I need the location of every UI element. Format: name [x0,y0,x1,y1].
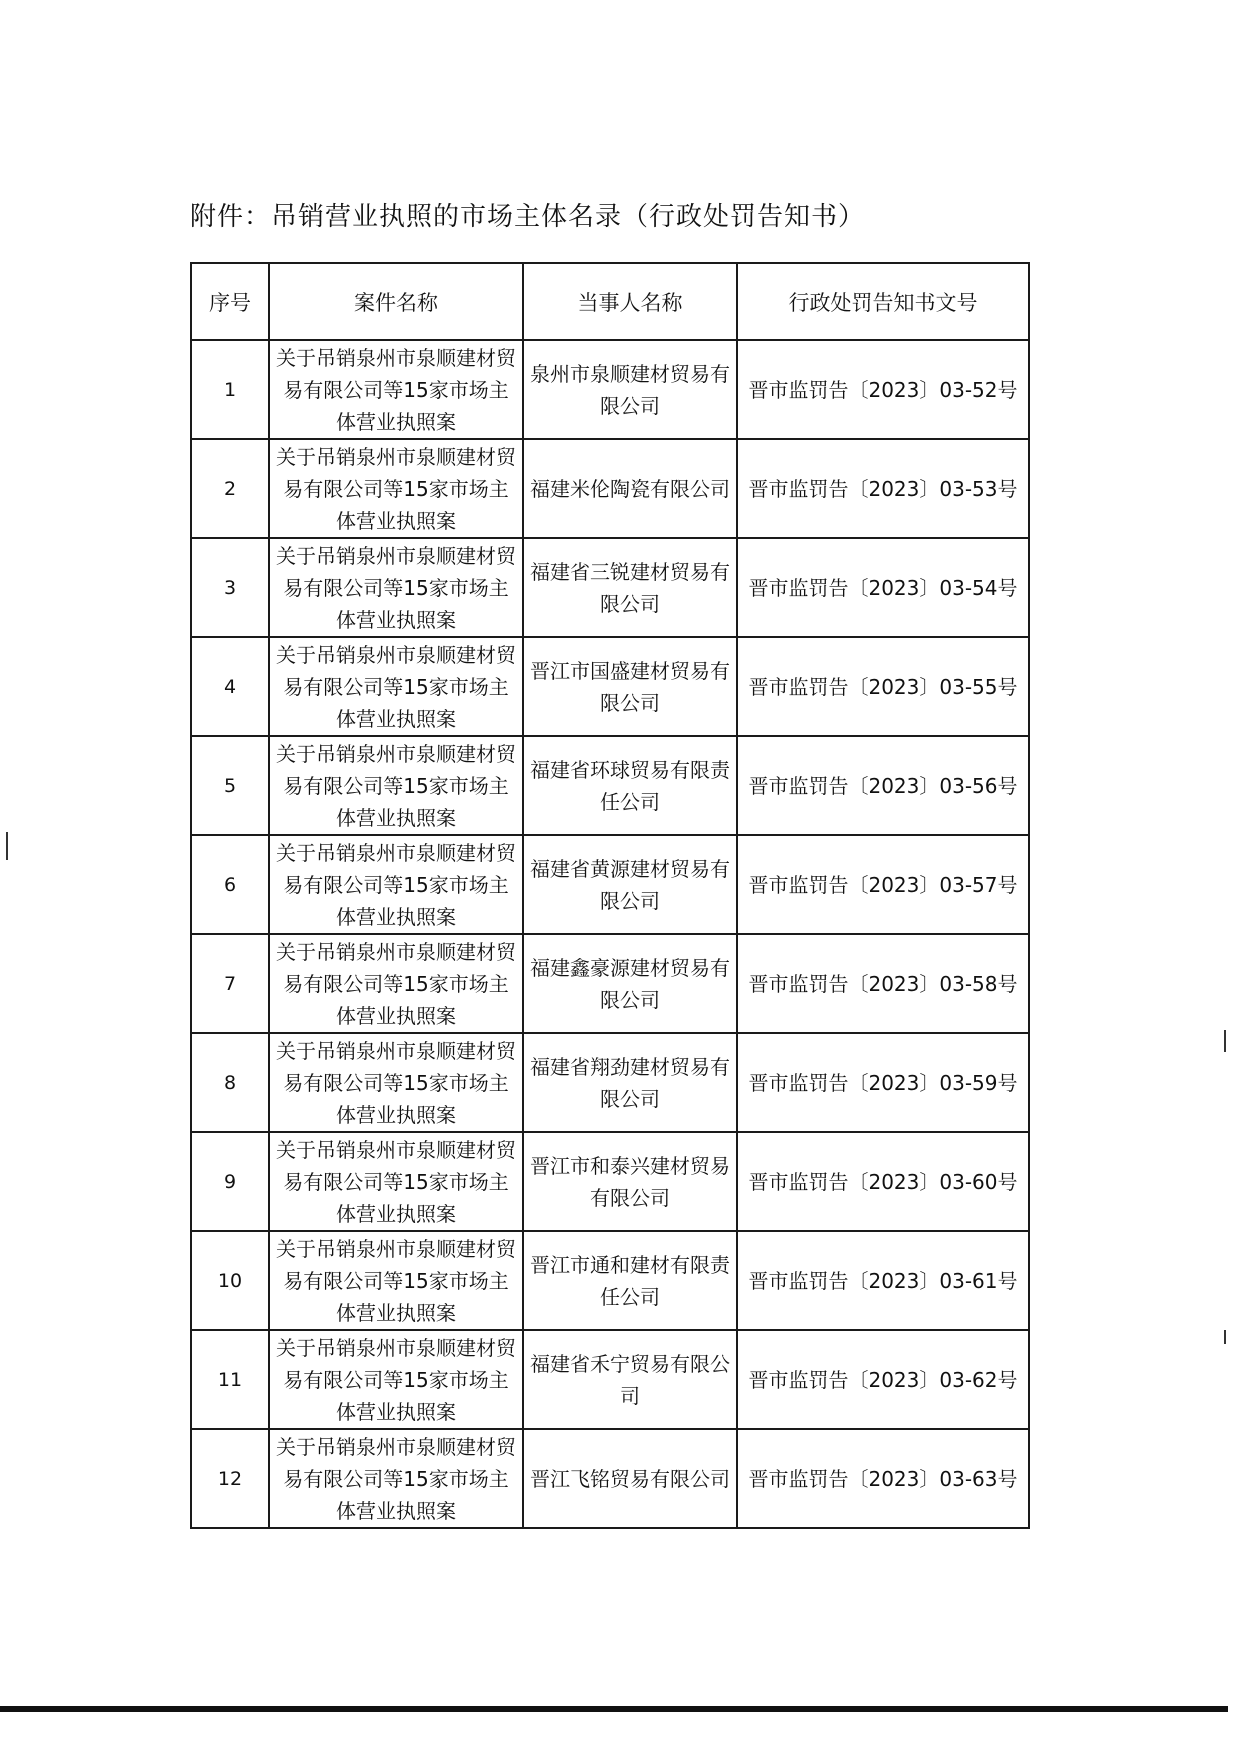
doc-number: 晋市监罚告〔2023〕03-61号 [737,1231,1029,1330]
header-no: 序号 [191,263,269,340]
party-name: 晋江市国盛建材贸易有限公司 [523,637,737,736]
row-number: 6 [191,835,269,934]
doc-number: 晋市监罚告〔2023〕03-57号 [737,835,1029,934]
row-number: 12 [191,1429,269,1528]
row-number: 7 [191,934,269,1033]
doc-number: 晋市监罚告〔2023〕03-56号 [737,736,1029,835]
party-name: 福建省三锐建材贸易有限公司 [523,538,737,637]
case-name: 关于吊销泉州市泉顺建材贸易有限公司等15家市场主体营业执照案 [269,538,523,637]
case-name: 关于吊销泉州市泉顺建材贸易有限公司等15家市场主体营业执照案 [269,439,523,538]
party-name: 福建鑫豪源建材贸易有限公司 [523,934,737,1033]
case-name: 关于吊销泉州市泉顺建材贸易有限公司等15家市场主体营业执照案 [269,1429,523,1528]
scan-speck [6,832,8,860]
table-row [191,1231,1029,1330]
doc-number: 晋市监罚告〔2023〕03-62号 [737,1330,1029,1429]
case-name: 关于吊销泉州市泉顺建材贸易有限公司等15家市场主体营业执照案 [269,934,523,1033]
row-number: 9 [191,1132,269,1231]
row-number: 11 [191,1330,269,1429]
header-case: 案件名称 [269,263,523,340]
doc-number: 晋市监罚告〔2023〕03-58号 [737,934,1029,1033]
case-name: 关于吊销泉州市泉顺建材贸易有限公司等15家市场主体营业执照案 [269,1033,523,1132]
case-table [190,262,1030,1529]
party-name: 福建省禾宁贸易有限公司 [523,1330,737,1429]
table-row [191,340,1029,439]
party-name: 福建省翔劲建材贸易有限公司 [523,1033,737,1132]
table-row [191,1330,1029,1429]
header-doc: 行政处罚告知书文号 [737,263,1029,340]
case-name: 关于吊销泉州市泉顺建材贸易有限公司等15家市场主体营业执照案 [269,835,523,934]
table-row [191,538,1029,637]
doc-number: 晋市监罚告〔2023〕03-59号 [737,1033,1029,1132]
table-row [191,1033,1029,1132]
row-number: 4 [191,637,269,736]
doc-number: 晋市监罚告〔2023〕03-54号 [737,538,1029,637]
party-name: 福建米伦陶瓷有限公司 [523,439,737,538]
case-name: 关于吊销泉州市泉顺建材贸易有限公司等15家市场主体营业执照案 [269,340,523,439]
document-title: 附件：吊销营业执照的市场主体名录（行政处罚告知书） [190,202,866,232]
scan-bottom-border [0,1706,1228,1712]
party-name: 晋江飞铭贸易有限公司 [523,1429,737,1528]
table-row [191,637,1029,736]
table-row [191,1132,1029,1231]
case-name: 关于吊销泉州市泉顺建材贸易有限公司等15家市场主体营业执照案 [269,1330,523,1429]
case-name: 关于吊销泉州市泉顺建材贸易有限公司等15家市场主体营业执照案 [269,1231,523,1330]
row-number: 5 [191,736,269,835]
scan-speck [1224,1030,1226,1052]
party-name: 晋江市和泰兴建材贸易有限公司 [523,1132,737,1231]
party-name: 泉州市泉顺建材贸易有限公司 [523,340,737,439]
table-row [191,835,1029,934]
table-header-row [191,263,1029,340]
scan-speck [1224,1330,1226,1344]
case-name: 关于吊销泉州市泉顺建材贸易有限公司等15家市场主体营业执照案 [269,637,523,736]
party-name: 福建省黄源建材贸易有限公司 [523,835,737,934]
row-number: 2 [191,439,269,538]
row-number: 8 [191,1033,269,1132]
doc-number: 晋市监罚告〔2023〕03-55号 [737,637,1029,736]
party-name: 福建省环球贸易有限责任公司 [523,736,737,835]
row-number: 1 [191,340,269,439]
doc-number: 晋市监罚告〔2023〕03-52号 [737,340,1029,439]
table-row [191,1429,1029,1528]
row-number: 3 [191,538,269,637]
party-name: 晋江市通和建材有限责任公司 [523,1231,737,1330]
case-name: 关于吊销泉州市泉顺建材贸易有限公司等15家市场主体营业执照案 [269,1132,523,1231]
doc-number: 晋市监罚告〔2023〕03-53号 [737,439,1029,538]
row-number: 10 [191,1231,269,1330]
table-row [191,934,1029,1033]
header-party: 当事人名称 [523,263,737,340]
doc-number: 晋市监罚告〔2023〕03-60号 [737,1132,1029,1231]
table-row [191,439,1029,538]
doc-number: 晋市监罚告〔2023〕03-63号 [737,1429,1029,1528]
case-name: 关于吊销泉州市泉顺建材贸易有限公司等15家市场主体营业执照案 [269,736,523,835]
table-row [191,736,1029,835]
